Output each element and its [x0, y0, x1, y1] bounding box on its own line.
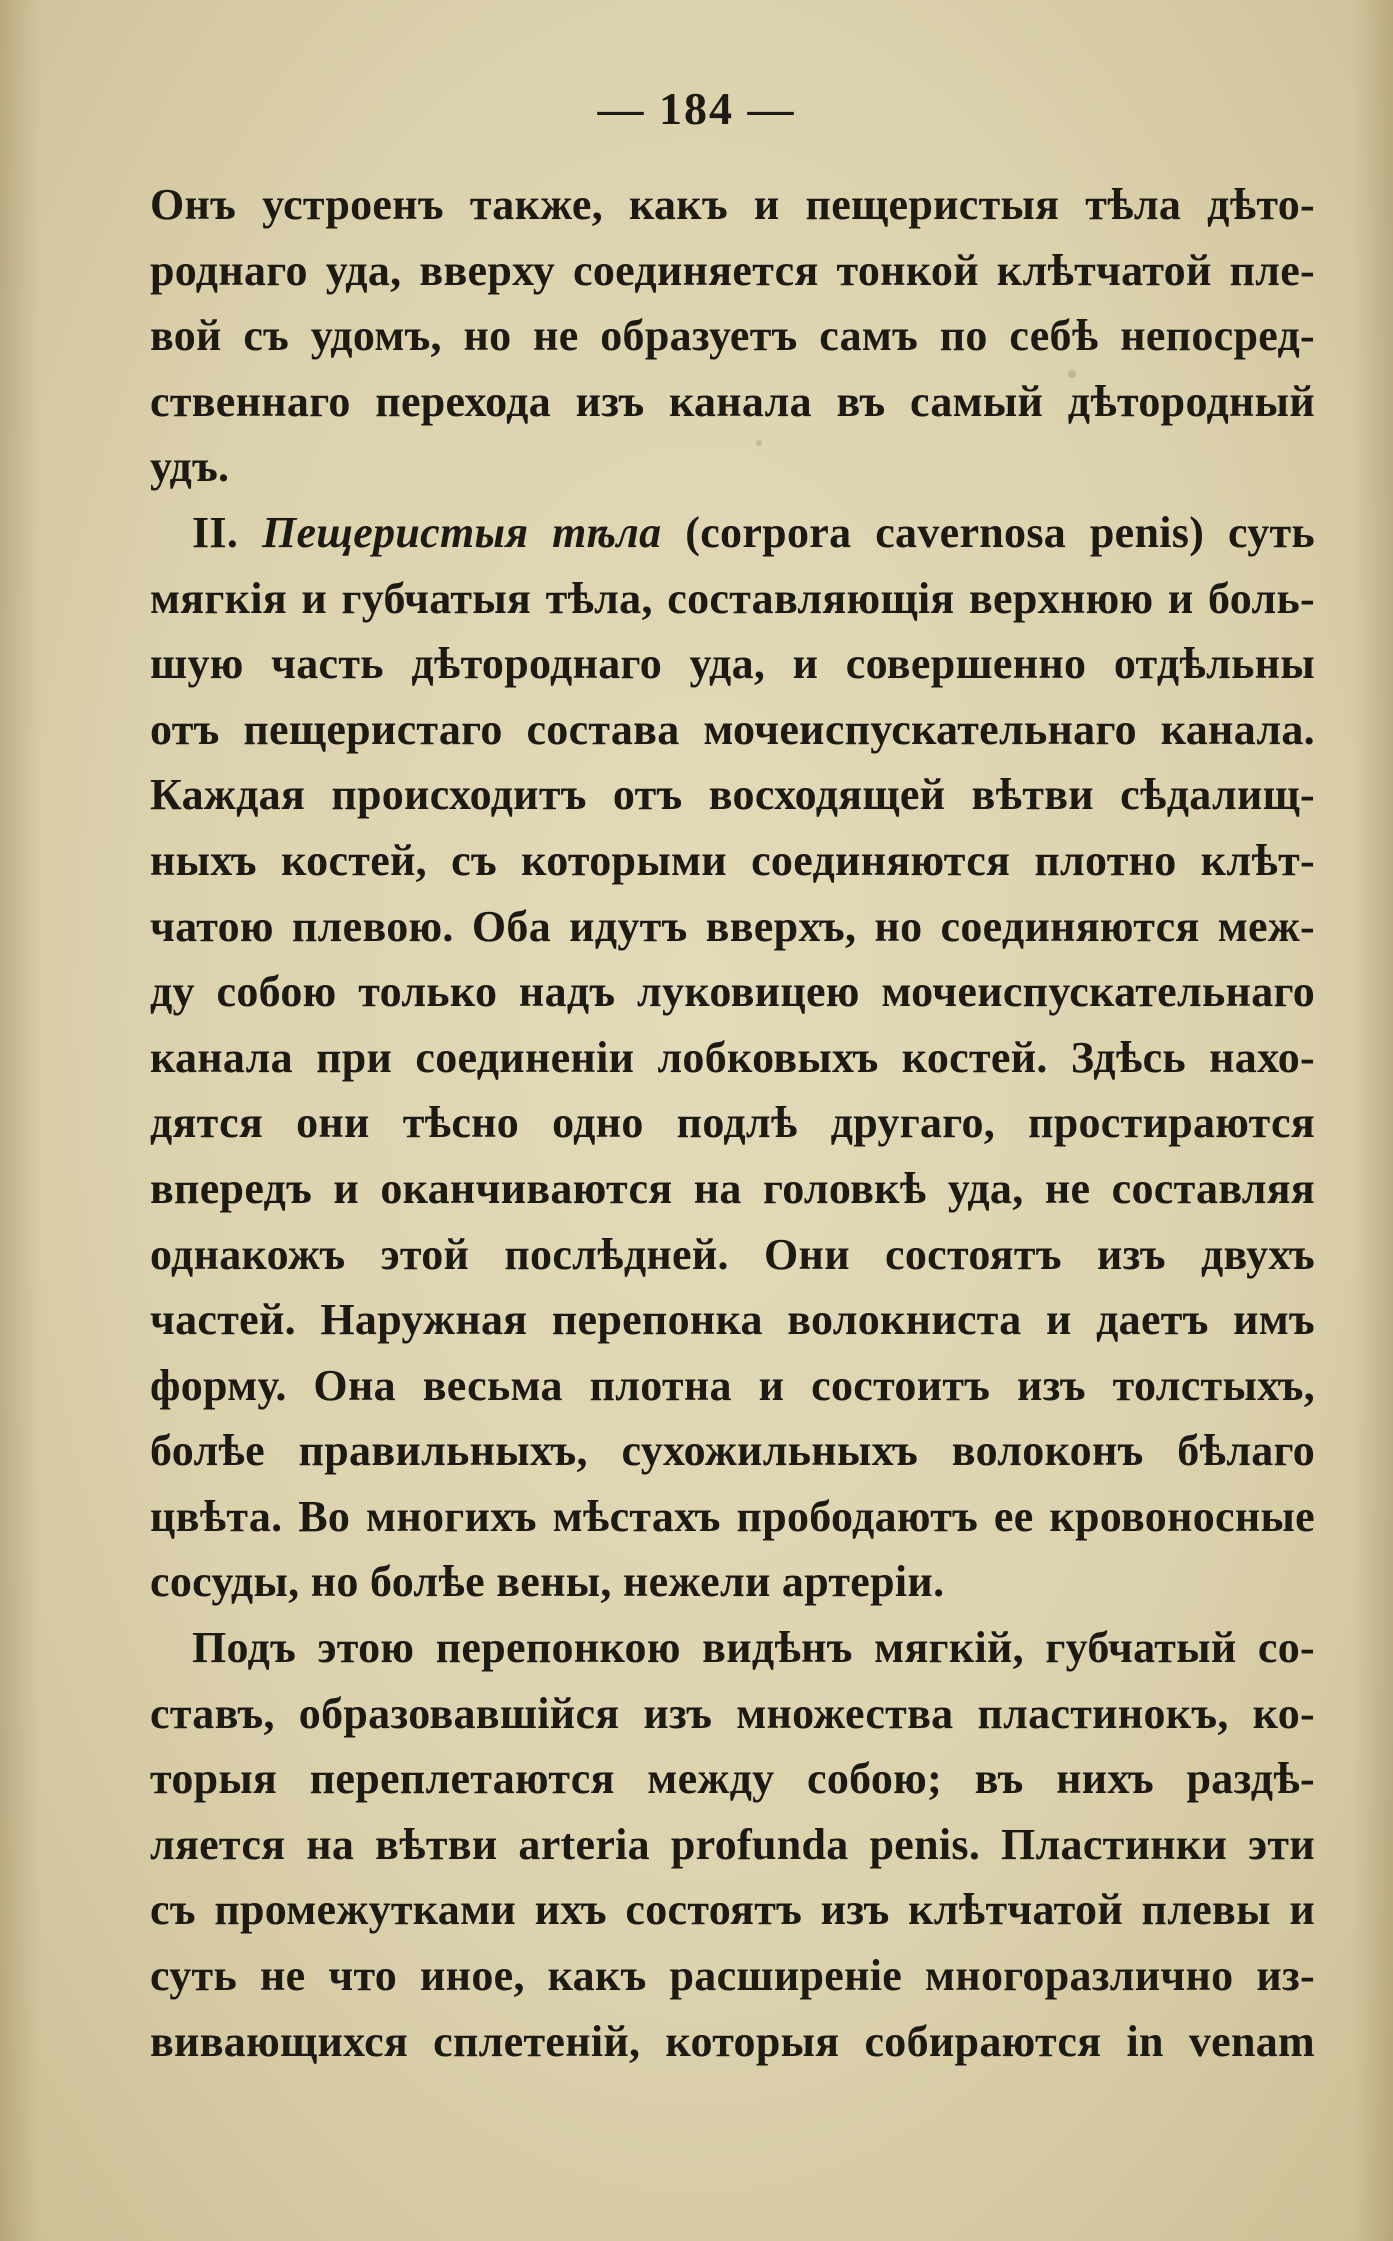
text-line: ляется на вѣтви arteria profunda penis. Пластинки эти: [150, 1819, 1315, 1869]
text-line: однакожъ этой послѣдней. Они состоятъ изъ двухъ: [150, 1229, 1315, 1279]
text-line: Каждая происходитъ отъ восходящей вѣтви сѣдалищ-: [150, 770, 1315, 820]
section-term: Пещеристыя тѣла: [261, 507, 662, 557]
text-line: мягкія и губчатыя тѣла, составляющія верхнюю и боль-: [150, 573, 1315, 623]
text-line: дятся они тѣсно одно подлѣ другаго, простираются: [150, 1098, 1315, 1148]
text-line: Онъ устроенъ также, какъ и пещеристыя тѣла дѣто-: [150, 180, 1315, 229]
text-line: ставъ, образовавшійся изъ множества пластинокъ, ко-: [150, 1688, 1315, 1738]
text-line: Подъ этою перепонкою видѣнъ мягкій, губчатый со-: [192, 1623, 1315, 1673]
text-line: удъ.: [150, 442, 230, 492]
section-heading-line: [150, 500, 1315, 566]
text-line: суть не что иное, какъ расширеніе многоразлично из-: [150, 1951, 1315, 2001]
section-line-rest: (corpora cavernosa penis) суть: [661, 507, 1315, 557]
text-line: торыя переплетаются между собою; въ нихъ раздѣ-: [150, 1754, 1315, 1804]
text-line: ныхъ костей, съ которыми соединяются плотно клѣт-: [150, 835, 1315, 885]
text-line: ду собою только надъ луковицею мочеиспускательнаго: [150, 967, 1315, 1017]
page-number: — 184 —: [597, 83, 796, 134]
text-line: впередъ и оканчиваются на головкѣ уда, не составляя: [150, 1163, 1315, 1213]
page-edge-shadow-left: [0, 0, 40, 2241]
text-line: роднаго уда, вверху соединяется тонкой клѣтчатой пле-: [150, 245, 1315, 295]
text-line: канала при соединеніи лобковыхъ костей. Здѣсь нахо-: [150, 1032, 1315, 1082]
text-line: болѣе правильныхъ, сухожильныхъ волоконъ бѣлаго: [150, 1426, 1315, 1476]
text-line: частей. Наружная перепонка волокниста и даетъ имъ: [150, 1295, 1315, 1345]
text-line: чатою плевою. Оба идутъ вверхъ, но соединяются меж-: [150, 901, 1315, 951]
body-text: [150, 172, 1315, 2074]
text-line: цвѣта. Во многихъ мѣстахъ прободаютъ ее кровоносные: [150, 1491, 1315, 1541]
text-line: съ промежутками ихъ состоятъ изъ клѣтчатой плевы и: [150, 1885, 1315, 1935]
text-line: сосуды, но болѣе вены, нежели артеріи.: [150, 1557, 945, 1607]
text-line: вой съ удомъ, но не образуетъ самъ по себѣ непосред-: [150, 311, 1315, 361]
page-edge-shadow-right: [1353, 0, 1393, 2241]
text-line: вивающихся сплетеній, которыя собираются in venam: [150, 2016, 1315, 2066]
text-line: шую часть дѣтороднаго уда, и совершенно отдѣльны: [150, 639, 1315, 689]
text-line: ственнаго перехода изъ канала въ самый дѣтородный: [150, 376, 1315, 426]
section-number: II.: [192, 507, 262, 557]
text-line: форму. Она весьма плотна и состоитъ изъ толстыхъ,: [150, 1360, 1315, 1410]
text-line: отъ пещеристаго состава мочеиспускательнаго канала.: [150, 704, 1315, 754]
